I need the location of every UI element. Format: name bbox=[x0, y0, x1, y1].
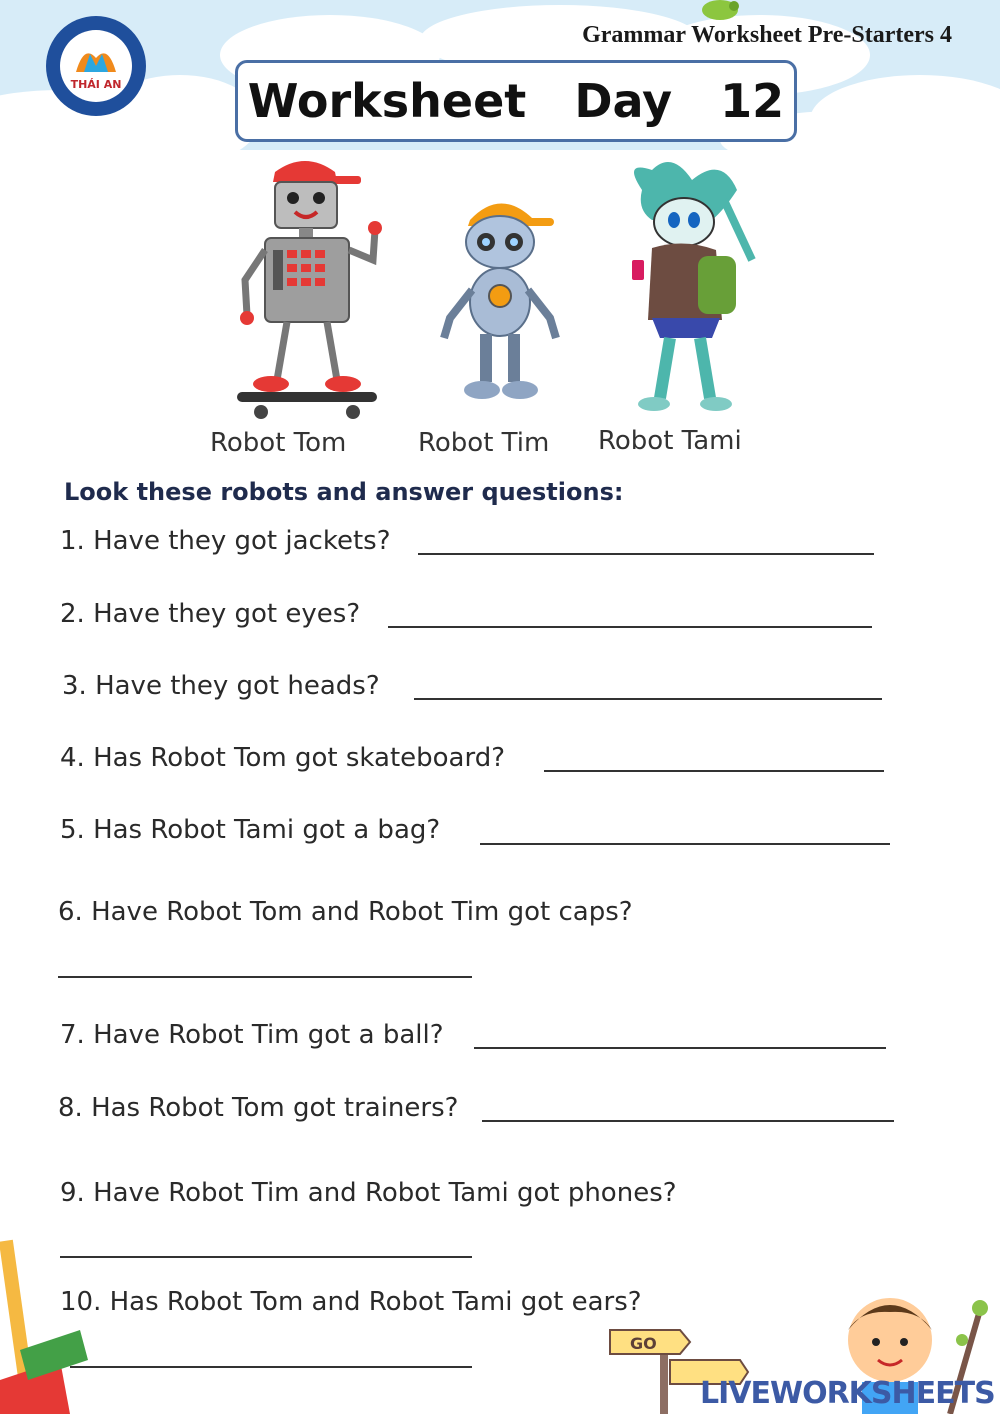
question-3: 3. Have they got heads? bbox=[62, 671, 380, 701]
robot-tim-cap-icon bbox=[430, 190, 570, 410]
question-8: 8. Has Robot Tom got trainers? bbox=[58, 1093, 459, 1123]
robot-label-tami: Robot Tami bbox=[598, 426, 742, 456]
question-5: 5. Has Robot Tami got a bag? bbox=[60, 815, 441, 845]
answer-line-4[interactable] bbox=[544, 770, 884, 772]
answer-line-10[interactable] bbox=[70, 1366, 472, 1368]
answer-line-5[interactable] bbox=[480, 843, 890, 845]
instruction-text: Look these robots and answer questions: bbox=[64, 478, 624, 506]
logo-brand-text: THÁI AN bbox=[70, 78, 122, 91]
answer-line-9[interactable] bbox=[60, 1256, 472, 1258]
robot-tom-skateboard-icon bbox=[225, 150, 390, 425]
question-2: 2. Have they got eyes? bbox=[60, 599, 361, 629]
question-10: 10. Has Robot Tom and Robot Tami got ears? bbox=[60, 1287, 642, 1317]
pencil-decoration-icon bbox=[0, 1180, 90, 1414]
answer-line-2[interactable] bbox=[388, 626, 872, 628]
worksheet-title-box bbox=[235, 60, 797, 142]
series-title: Grammar Worksheet Pre-Starters 4 bbox=[582, 22, 952, 48]
robot-label-tom: Robot Tom bbox=[210, 428, 347, 458]
answer-line-6[interactable] bbox=[58, 976, 472, 978]
robot-label-tim: Robot Tim bbox=[418, 428, 550, 458]
question-9: 9. Have Robot Tim and Robot Tami got phones? bbox=[60, 1178, 677, 1208]
answer-line-7[interactable] bbox=[474, 1047, 886, 1049]
signpost-text: GO bbox=[630, 1334, 657, 1353]
liveworksheets-watermark: LIVEWORKSHEETS bbox=[700, 1376, 995, 1411]
question-7: 7. Have Robot Tim got a ball? bbox=[60, 1020, 444, 1050]
question-1: 1. Have they got jackets? bbox=[60, 526, 391, 556]
answer-line-1[interactable] bbox=[418, 553, 874, 555]
question-4: 4. Has Robot Tom got skateboard? bbox=[60, 743, 506, 773]
answer-line-3[interactable] bbox=[414, 698, 882, 700]
robot-tami-backpack-icon bbox=[612, 160, 762, 415]
worksheet-title: Worksheet Day 12 bbox=[247, 74, 785, 128]
school-logo-icon bbox=[44, 14, 148, 118]
answer-line-8[interactable] bbox=[482, 1120, 894, 1122]
question-6: 6. Have Robot Tom and Robot Tim got caps? bbox=[58, 897, 633, 927]
